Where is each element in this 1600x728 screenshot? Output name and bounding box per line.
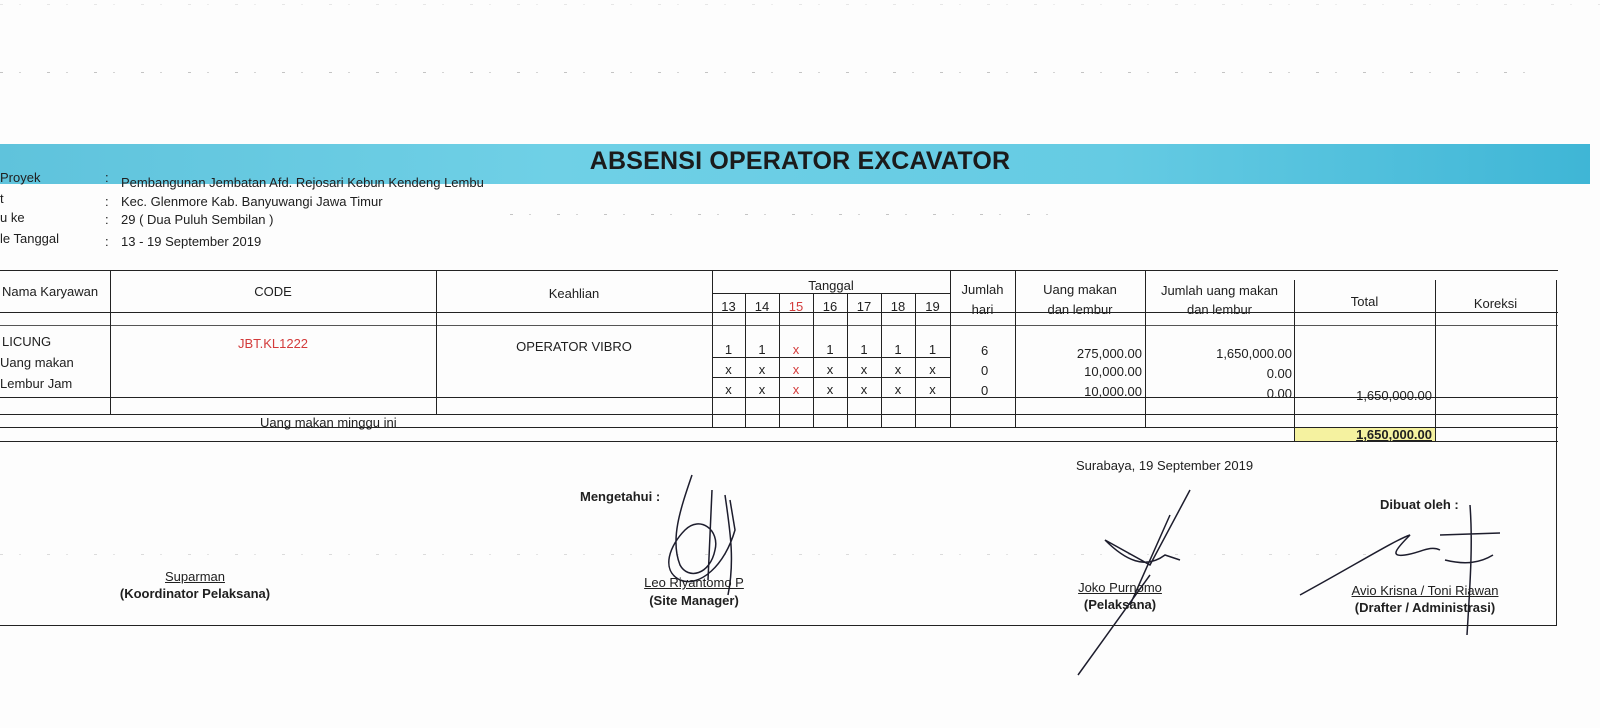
- date-19: 19: [925, 299, 940, 314]
- info-colon: :: [105, 212, 109, 227]
- mark-cell: x: [894, 382, 902, 397]
- footer-divider: [0, 625, 1556, 626]
- signatory-name: Suparman: [165, 569, 225, 584]
- mengetahui-label: Mengetahui :: [580, 489, 661, 504]
- mark-cell: x: [792, 362, 800, 377]
- info-value: 29 ( Dua Puluh Sembilan ): [121, 212, 274, 227]
- header-uang-makan: dan lembur: [1047, 302, 1113, 317]
- mark-cell: x: [860, 382, 868, 397]
- info-colon: :: [105, 170, 109, 185]
- header-tanggal: Tanggal: [808, 278, 854, 293]
- header-jumlah-uang: dan lembur: [1186, 302, 1253, 317]
- header-keahlian: Keahlian: [548, 286, 600, 301]
- mark-cell: 1: [860, 342, 868, 357]
- scan-noise: [510, 214, 1070, 215]
- header-koreksi: Koreksi: [1473, 296, 1518, 311]
- mark-cell: x: [826, 382, 834, 397]
- days-cell: 6: [981, 343, 989, 358]
- mark-cell: 1: [928, 342, 937, 357]
- header-nama: Nama Karyawan: [2, 284, 99, 299]
- mark-cell: x: [826, 362, 834, 377]
- header-total: Total: [1350, 294, 1379, 309]
- mark-cell: 1: [894, 342, 902, 357]
- info-colon: :: [105, 234, 109, 249]
- summary-label: Uang makan minggu ini: [260, 415, 397, 430]
- scan-noise: [0, 72, 1540, 73]
- rate-cell: 275,000.00: [1076, 346, 1142, 361]
- info-label: Proyek: [0, 170, 41, 185]
- employee-name: LICUNG: [2, 334, 52, 349]
- mark-cell: 1: [826, 342, 834, 357]
- info-label: t: [0, 191, 4, 206]
- amount-cell: 0.00: [1266, 386, 1292, 401]
- mark-cell: x: [792, 342, 800, 357]
- mark-cell: 1: [724, 342, 733, 357]
- amount-cell: 1,650,000.00: [1216, 346, 1292, 361]
- page-title: ABSENSI OPERATOR EXCAVATOR: [589, 147, 1011, 175]
- signatory-name: Leo Riyantomo P: [644, 575, 744, 590]
- mark-cell: x: [725, 382, 732, 397]
- rate-cell: 10,000.00: [1084, 384, 1142, 399]
- info-label: le Tanggal: [0, 231, 60, 246]
- row-label: Uang makan: [0, 355, 74, 370]
- mark-cell: x: [894, 362, 902, 377]
- header-jumlah-hari: hari: [971, 302, 994, 317]
- info-label: u ke: [0, 210, 25, 225]
- employee-code: JBT.KL1222: [237, 336, 309, 351]
- scan-noise: [0, 4, 1600, 5]
- info-colon: :: [105, 194, 109, 209]
- days-cell: 0: [981, 383, 989, 398]
- amount-cell: 0.00: [1266, 366, 1292, 381]
- employee-skill: OPERATOR VIBRO: [516, 339, 632, 354]
- date-15: 15: [788, 299, 804, 314]
- date-18: 18: [890, 299, 906, 314]
- header-uang-makan: Uang makan: [1043, 282, 1117, 297]
- header-jumlah-hari: Jumlah: [961, 282, 1004, 297]
- mark-cell: x: [929, 362, 936, 377]
- date-16: 16: [822, 299, 838, 314]
- header-code: CODE: [254, 284, 292, 299]
- mark-cell: x: [725, 362, 732, 377]
- mark-cell: 1: [758, 342, 766, 357]
- frame-right: [1556, 441, 1557, 626]
- date-14: 14: [754, 299, 770, 314]
- dibuat-oleh-label: Dibuat oleh :: [1380, 497, 1459, 512]
- row-label: Lembur Jam: [0, 376, 73, 391]
- date-13: 13: [721, 299, 736, 314]
- signatory-name: Avio Krisna / Toni Riawan: [1351, 583, 1499, 598]
- mark-cell: x: [860, 362, 868, 377]
- mark-cell: x: [758, 362, 766, 377]
- info-value: Kec. Glenmore Kab. Banyuwangi Jawa Timur: [121, 194, 383, 209]
- signatory-role: (Drafter / Administrasi): [1354, 600, 1496, 615]
- info-value: 13 - 19 September 2019: [121, 234, 262, 249]
- summary-total: 1,650,000.00: [1356, 427, 1432, 442]
- mark-cell: x: [792, 382, 800, 397]
- date-17: 17: [856, 299, 872, 314]
- rate-cell: 10,000.00: [1084, 364, 1142, 379]
- info-value: Pembangunan Jembatan Afd. Rejosari Kebun Kendeng Lembu: [121, 175, 484, 190]
- signatory-role: (Koordinator Pelaksana): [119, 586, 271, 601]
- mark-cell: x: [929, 382, 936, 397]
- place-date: Surabaya, 19 September 2019: [1076, 458, 1254, 473]
- signatory-role: (Pelaksana): [1083, 597, 1157, 612]
- mark-cell: x: [758, 382, 766, 397]
- header-jumlah-uang: Jumlah uang makan: [1160, 283, 1279, 298]
- signatory-name: Joko Purnomo: [1078, 580, 1162, 595]
- signatory-role: (Site Manager): [649, 593, 739, 608]
- total-cell: 1,650,000.00: [1356, 388, 1432, 403]
- days-cell: 0: [981, 363, 989, 378]
